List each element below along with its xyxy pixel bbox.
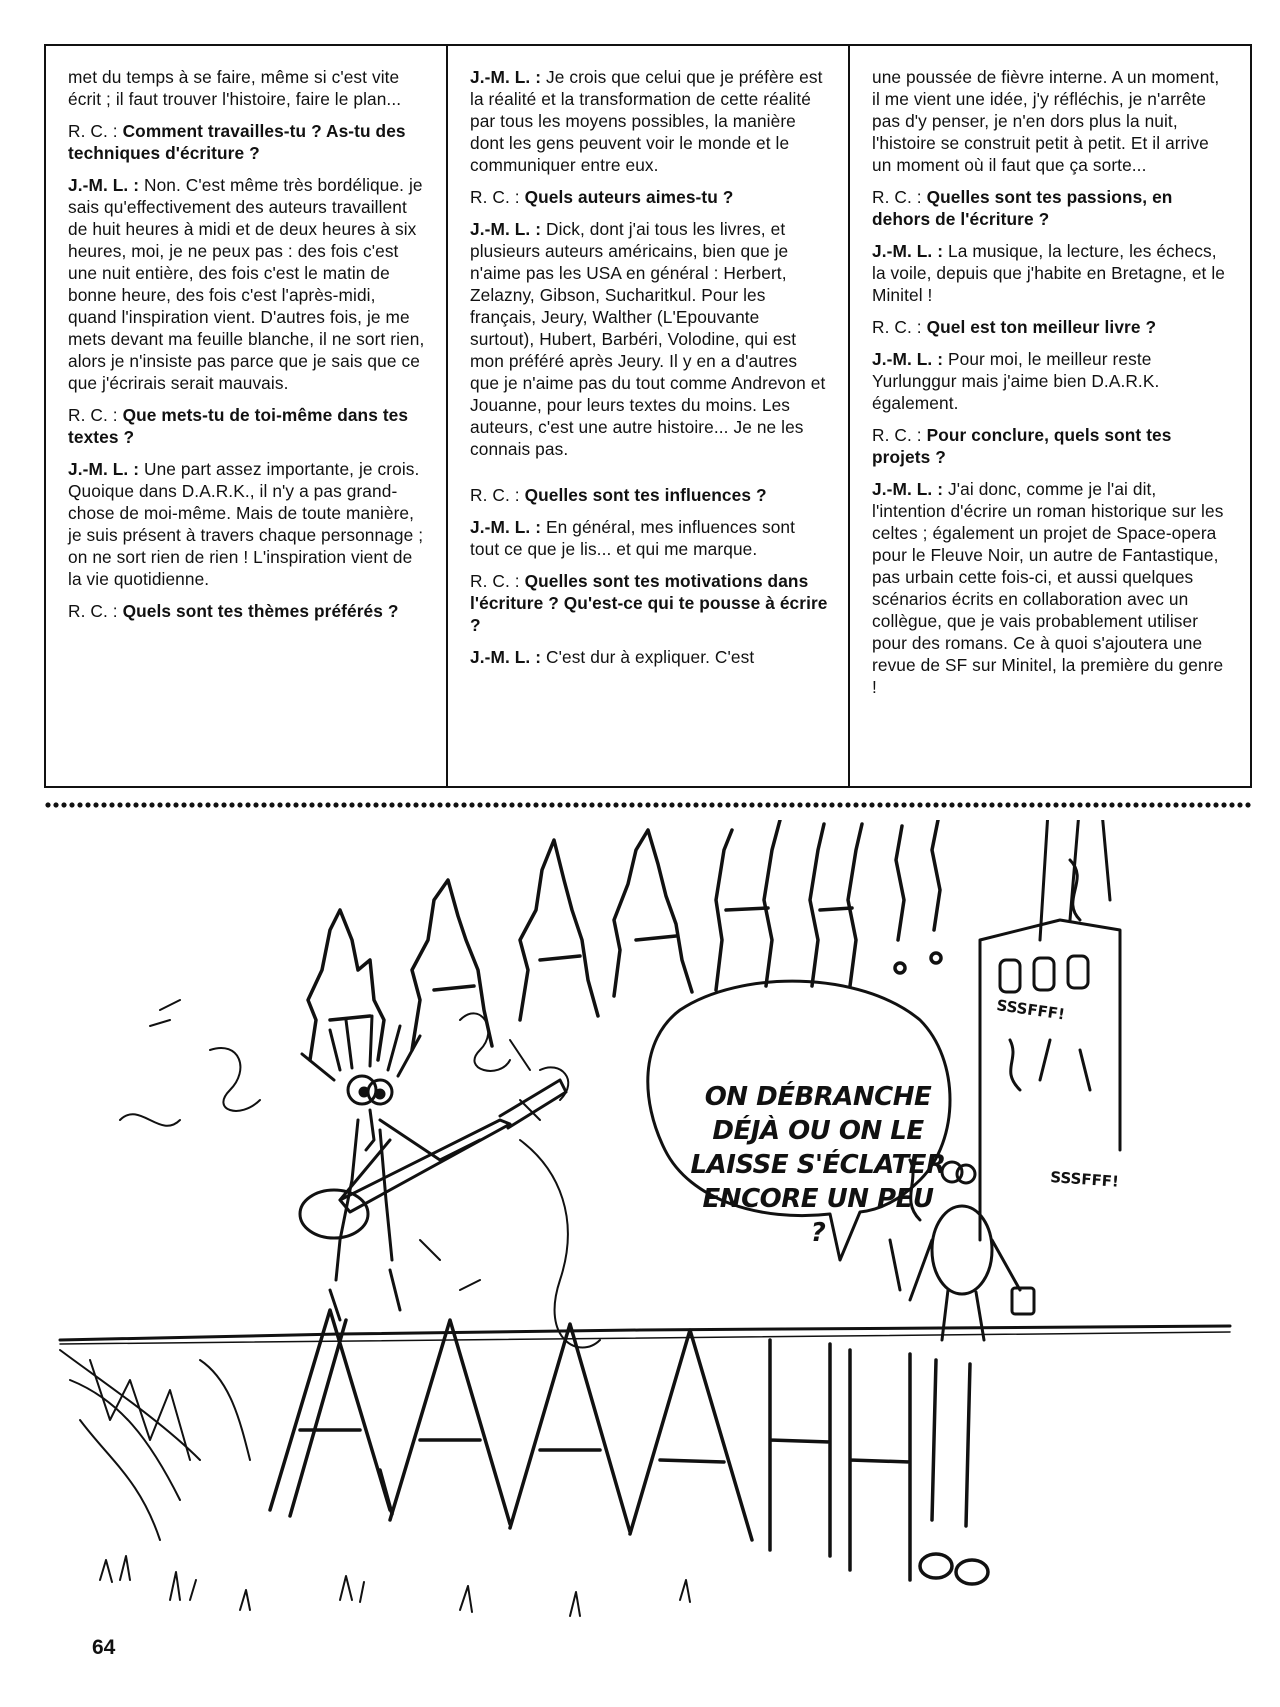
interview-text-box (44, 44, 1252, 788)
text-column-1 (46, 46, 446, 786)
answer-text: Pour moi, le meilleur reste Yurlunggur mais j'aime bien D.A.R.K. également. (872, 349, 1160, 413)
speaker-label: R. C. : (470, 485, 520, 505)
speaker-label: R. C. : (872, 317, 922, 337)
sfx-hiss-1: SSSFFF! (995, 996, 1066, 1024)
text-column-2 (446, 46, 848, 786)
answer-text: La musique, la lecture, les échecs, la voile, depuis que j'habite en Bretagne, et le Minitel ! (872, 241, 1226, 305)
speaker-label: R. C. : (872, 425, 922, 445)
scream-letters-top (308, 820, 941, 1060)
balloon-line: ? (810, 1218, 826, 1248)
answer-text: Une part assez importante, je crois. Quoique dans D.A.R.K., il n'y a pas grand-chose de moi-même. Mais de toute manière, je suis présent à travers chaque personnage ; on ne sort rien de rien ! L'inspiration vient de la vie quotidienne. (68, 459, 424, 589)
dotted-separator (44, 800, 1252, 810)
interview-question (470, 186, 828, 208)
guitarist-figure (300, 1016, 566, 1320)
question-text: Quelles sont tes motivations dans l'écriture ? Qu'est-ce qui te pousse à écrire ? (470, 571, 828, 635)
speaker-label: R. C. : (470, 187, 520, 207)
answer-text: En général, mes influences sont tout ce que je lis... et qui me marque. (470, 517, 796, 559)
interview-question (68, 600, 426, 622)
speaker-label: R. C. : (872, 187, 922, 207)
question-text: Quelles sont tes influences ? (524, 485, 767, 505)
speaker-label: J.-M. L. : (470, 647, 542, 667)
question-text: Quel est ton meilleur livre ? (926, 317, 1157, 337)
interview-paragraph (470, 516, 828, 560)
interview-paragraph (68, 458, 426, 590)
answer-text: Non. C'est même très bordélique. je sais qu'effectivement des auteurs travaillent de huit heures à midi et de deux heures à six heures, moi, je ne peux pas : des fois c'est une nuit entière, des fois c'est le matin de bonne heure, des fois c'est l'après-midi, quand l'inspiration vient. D'autres fois, je me mets devant ma feuille blanche, il ne sort rien, alors je n'insiste pas parce que je sais que ce que j'écrirais serait mauvais. (68, 175, 425, 393)
sfx-hiss-2: SSSFFF! (1049, 1168, 1120, 1191)
interview-question (68, 120, 426, 164)
hedge-scribble (60, 1350, 250, 1540)
interview-paragraph (470, 218, 828, 460)
speaker-label: R. C. : (470, 571, 520, 591)
interview-paragraph (470, 646, 828, 668)
balloon-line: ENCORE UN PEU (702, 1184, 934, 1214)
balloon-line: DÉJÀ OU ON LE (712, 1116, 924, 1146)
interview-question (872, 316, 1230, 338)
speaker-label: J.-M. L. : (872, 349, 944, 369)
question-text: Quels auteurs aimes-tu ? (524, 187, 734, 207)
question-text: Pour conclure, quels sont tes projets ? (872, 425, 1172, 467)
speaker-label: J.-M. L. : (470, 67, 542, 87)
answer-text: Dick, dont j'ai tous les livres, et plusieurs auteurs américains, bien que je n'aime pas les USA en général : Herbert, Zelazny, Gibson, Sucharitkul. Pour les français, Jeury, Walther (L'Epouvante surtout), Hubert, Barbéri, Volodine, qui est mon préféré après Jeury. Il y en a d'autres que je n'aime pas du tout comme Andrevon et Jouanne, pour leurs textes du moins. Les auteurs, c'est une autre histoire... Je ne les connais pas. (470, 219, 826, 459)
question-text: Quels sont tes thèmes préférés ? (122, 601, 399, 621)
interview-paragraph (872, 66, 1230, 176)
speaker-label: R. C. : (68, 601, 118, 621)
answer-text: une poussée de fièvre interne. A un moment, il me vient une idée, j'y réfléchis, je n'arrête pas d'y penser, je n'en dors plus la nuit, l'histoire se construit petit à petit. Et il arrive un moment où il faut que ça sorte... (872, 67, 1220, 175)
balloon-line: ON DÉBRANCHE (704, 1082, 932, 1112)
question-text: Que mets-tu de toi-même dans tes textes ? (68, 405, 409, 447)
interview-question (872, 424, 1230, 468)
answer-text: C'est dur à expliquer. C'est (546, 647, 755, 667)
grass-tufts (100, 1556, 690, 1616)
interview-question (872, 186, 1230, 230)
answer-text: met du temps à se faire, même si c'est vite écrit ; il faut trouver l'histoire, faire le plan... (68, 67, 402, 109)
question-text: Quelles sont tes passions, en dehors de l'écriture ? (872, 187, 1173, 229)
speaker-label: J.-M. L. : (470, 517, 542, 537)
speaker-label: J.-M. L. : (470, 219, 542, 239)
scream-letters-bottom (270, 1310, 988, 1584)
speaker-label: J.-M. L. : (872, 241, 944, 261)
interview-paragraph (872, 478, 1230, 698)
interview-question (470, 484, 828, 506)
answer-text: J'ai donc, comme je l'ai dit, l'intention d'écrire un roman historique sur les celtes ; également un projet de Space-opera pour le Fleuve Noir, un autre de Fantastique, pas urbain cette fois-ci, et aussi quelques scénarios écrits en collaboration avec un collègue, que je vais probablement utiliser pour des romans. Ce à quoi s'ajoutera une revue de SF sur Minitel, la première du genre ! (872, 479, 1224, 697)
question-text: Comment travailles-tu ? As-tu des techniques d'écriture ? (68, 121, 406, 163)
page-number: 64 (92, 1636, 116, 1659)
interview-question (470, 570, 828, 636)
speaker-label: J.-M. L. : (68, 175, 140, 195)
speaker-label: J.-M. L. : (872, 479, 944, 499)
interview-paragraph (68, 66, 426, 110)
answer-text: Je crois que celui que je préfère est la réalité et la transformation de cette réalité par tous les moyens possibles, la manière dont les gens peuvent voir le monde et le communiquer entre eux. (470, 67, 823, 175)
interview-paragraph (872, 348, 1230, 414)
cartoon-illustration (40, 820, 1250, 1620)
interview-paragraph (68, 174, 426, 394)
balloon-line: LAISSE S'ÉCLATER (690, 1150, 946, 1180)
speech-balloon-text (668, 1080, 968, 1250)
speaker-label: R. C. : (68, 405, 118, 425)
speaker-label: R. C. : (68, 121, 118, 141)
interview-paragraph (872, 240, 1230, 306)
interview-paragraph (470, 66, 828, 176)
speaker-label: J.-M. L. : (68, 459, 140, 479)
interview-question (68, 404, 426, 448)
text-column-3 (848, 46, 1250, 786)
